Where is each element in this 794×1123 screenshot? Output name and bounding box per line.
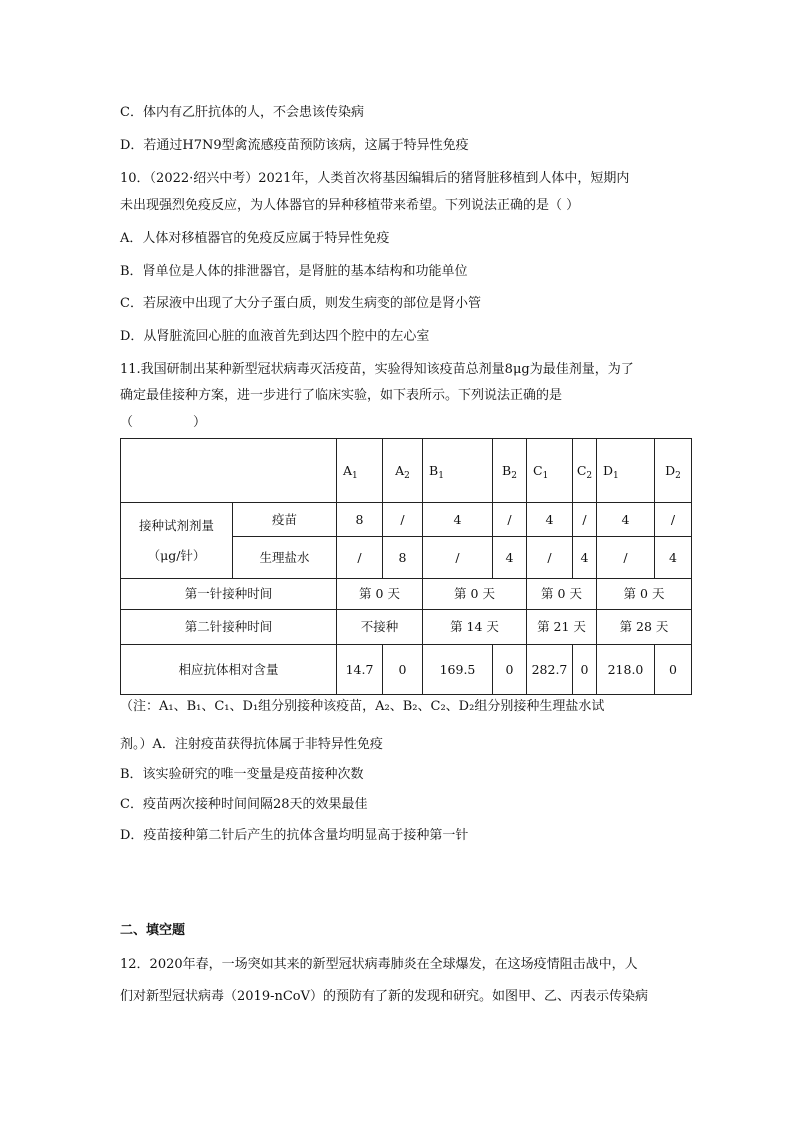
vaccine-label: 疫苗 bbox=[233, 503, 337, 537]
group-header: $B_1$ bbox=[423, 439, 493, 503]
saline-value: / bbox=[597, 537, 655, 579]
saline-value: 4 bbox=[493, 537, 527, 579]
saline-value: / bbox=[423, 537, 493, 579]
saline-value: / bbox=[337, 537, 383, 579]
antibody-value: 0 bbox=[383, 645, 423, 695]
paren-close: ） bbox=[193, 415, 207, 430]
q10-option-c: C．若尿液中出现了大分子蛋白质，则发生病变的部位是肾小管 bbox=[120, 296, 481, 311]
vaccine-value: / bbox=[383, 503, 423, 537]
saline-value: 4 bbox=[655, 537, 692, 579]
header-empty-cell bbox=[121, 439, 337, 503]
first-dose-value: 第 0 天 bbox=[527, 579, 597, 610]
section-title: 二、填空题 bbox=[120, 923, 186, 938]
q11-answer-paren bbox=[120, 413, 206, 433]
q10-option-d: D．从肾脏流回心脏的血液首先到达四个腔中的左心室 bbox=[120, 329, 430, 344]
group-header: $A_2$ bbox=[383, 439, 423, 503]
group-header: $B_2$ bbox=[493, 439, 527, 503]
first-dose-value: 第 0 天 bbox=[337, 579, 423, 610]
vaccine-value: / bbox=[573, 503, 597, 537]
second-dose-row bbox=[121, 610, 692, 645]
first-dose-label: 第一针接种时间 bbox=[121, 579, 337, 610]
vaccine-trial-table bbox=[120, 438, 692, 695]
saline-value: / bbox=[527, 537, 573, 579]
saline-value: 8 bbox=[383, 537, 423, 579]
antibody-value: 282.7 bbox=[527, 645, 573, 695]
vaccine-value: 4 bbox=[527, 503, 573, 537]
first-dose-row bbox=[121, 579, 692, 610]
antibody-value: 0 bbox=[655, 645, 692, 695]
vaccine-value: 4 bbox=[597, 503, 655, 537]
second-dose-label: 第二针接种时间 bbox=[121, 610, 337, 645]
paren-open: （ bbox=[120, 415, 134, 430]
q10-stem-line1: 10．（2022·绍兴中考）2021年，人类首次将基因编辑后的猪肾脏移植到人体中，短期内 bbox=[120, 171, 630, 186]
vaccine-value: 8 bbox=[337, 503, 383, 537]
group-header: $C_1$ bbox=[527, 439, 573, 503]
second-dose-value: 第 14 天 bbox=[423, 610, 527, 645]
vaccine-row bbox=[121, 503, 692, 537]
q10-stem-line2: 未出现强烈免疫反应，为人体器官的异种移植带来希望。下列说法正确的是（ ） bbox=[120, 198, 580, 213]
first-dose-value: 第 0 天 bbox=[597, 579, 692, 610]
q9-option-c: C．体内有乙肝抗体的人，不会患该传染病 bbox=[120, 105, 364, 120]
antibody-value: 218.0 bbox=[597, 645, 655, 695]
q11-note-line1: （注：A₁、B₁、C₁、D₁组分别接种该疫苗，A₂、B₂、C₂、D₂组分别接种生理盐水试 bbox=[120, 699, 605, 714]
group-header: $D_1$ bbox=[597, 439, 655, 503]
antibody-label: 相应抗体相对含量 bbox=[121, 645, 337, 695]
q11-option-d: D．疫苗接种第二针后产生的抗体含量均明显高于接种第一针 bbox=[120, 828, 469, 843]
q11-note-line2: 剂。）A．注射疫苗获得抗体属于非特异性免疫 bbox=[120, 737, 383, 752]
vaccine-value: / bbox=[655, 503, 692, 537]
q9-option-d: D．若通过H7N9型禽流感疫苗预防该病，这属于特异性免疫 bbox=[120, 138, 469, 153]
group-header: $C_2$ bbox=[573, 439, 597, 503]
second-dose-value: 第 28 天 bbox=[597, 610, 692, 645]
header-row bbox=[121, 439, 692, 503]
vaccine-value: / bbox=[493, 503, 527, 537]
second-dose-value: 第 21 天 bbox=[527, 610, 597, 645]
saline-value: 4 bbox=[573, 537, 597, 579]
q11-stem-line2: 确定最佳接种方案，进一步进行了临床实验，如下表所示。下列说法正确的是 bbox=[120, 388, 563, 403]
vaccine-value: 4 bbox=[423, 503, 493, 537]
antibody-value: 0 bbox=[493, 645, 527, 695]
saline-label: 生理盐水 bbox=[233, 537, 337, 579]
q11-option-b: B．该实验研究的唯一变量是疫苗接种次数 bbox=[120, 767, 364, 782]
antibody-value: 0 bbox=[573, 645, 597, 695]
q12-stem-line2: 们对新型冠状病毒（2019-nCoV）的预防有了新的发现和研究。如图甲、乙、丙表示传染病 bbox=[120, 989, 649, 1004]
antibody-value: 169.5 bbox=[423, 645, 493, 695]
group-header: $A_1$ bbox=[337, 439, 383, 503]
q12-stem-line1: 12．2020年春，一场突如其来的新型冠状病毒肺炎在全球爆发，在这场疫情阻击战中，人 bbox=[120, 957, 638, 972]
q11-stem-line1: 11.我国研制出某种新型冠状病毒灭活疫苗，实验得知该疫苗总剂量8μg为最佳剂量，为了 bbox=[120, 362, 634, 377]
second-dose-value: 不接种 bbox=[337, 610, 423, 645]
dose-label-cell: 接种试剂剂量 （μg/针） bbox=[121, 503, 233, 579]
antibody-row bbox=[121, 645, 692, 695]
antibody-value: 14.7 bbox=[337, 645, 383, 695]
q10-option-a: A．人体对移植器官的免疫反应属于特异性免疫 bbox=[120, 231, 390, 246]
q11-option-c: C．疫苗两次接种时间间隔28天的效果最佳 bbox=[120, 797, 368, 812]
group-header: $D_2$ bbox=[655, 439, 692, 503]
first-dose-value: 第 0 天 bbox=[423, 579, 527, 610]
q10-option-b: B．肾单位是人体的排泄器官，是肾脏的基本结构和功能单位 bbox=[120, 264, 468, 279]
